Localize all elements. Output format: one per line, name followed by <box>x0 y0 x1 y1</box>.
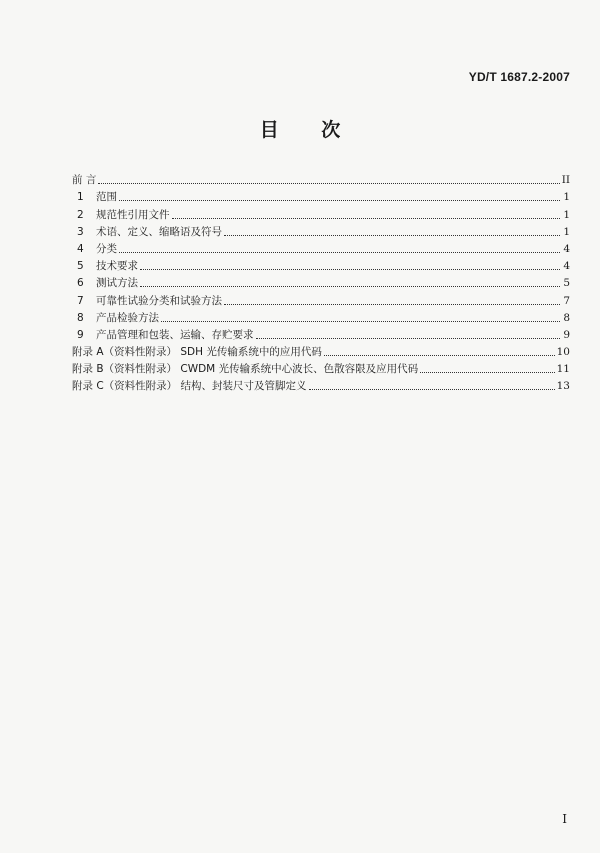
toc-entry-label: 附录 B（资料性附录） CWDM 光传输系统中心波长、色散容限及应用代码 <box>72 363 419 376</box>
dot-leader <box>161 321 560 322</box>
dot-leader <box>224 235 560 236</box>
toc-entry-label: 产品管理和包装、运输、存贮要求 <box>96 328 254 341</box>
toc-entry-7[interactable] <box>72 290 570 307</box>
toc-entry-page: 5 <box>563 277 570 290</box>
toc-entry-page: 1 <box>563 225 570 238</box>
dot-leader <box>119 252 560 253</box>
toc-entry-number: 1 <box>77 191 84 204</box>
toc-entry-number: 5 <box>77 260 84 273</box>
toc-entry-page: 11 <box>556 363 570 376</box>
toc-entry-annex-b[interactable] <box>72 359 570 376</box>
toc-entry-label: 附录 A（资料性附录） SDH 光传输系统中的应用代码 <box>72 346 322 359</box>
toc-entry-annex-c[interactable] <box>72 376 570 393</box>
toc-entry-page: 7 <box>563 294 570 307</box>
toc-entry-number: 2 <box>77 208 84 221</box>
toc-title: 目 次 <box>259 119 359 141</box>
toc-entry-label: 术语、定义、缩略语及符号 <box>96 225 222 238</box>
dot-leader <box>98 183 559 184</box>
toc-entry-annex-a[interactable] <box>72 342 570 359</box>
toc-entry-number: 7 <box>77 294 84 307</box>
toc-entry-label: 分类 <box>96 242 117 255</box>
toc-entry-2[interactable] <box>72 204 570 221</box>
dot-leader <box>140 286 560 287</box>
toc-entry-page: 10 <box>556 346 570 359</box>
toc-entry-number: 8 <box>77 311 84 324</box>
toc-entry-8[interactable] <box>72 308 570 325</box>
table-of-contents <box>72 170 570 393</box>
dot-leader <box>172 218 561 219</box>
toc-entry-9[interactable] <box>72 325 570 342</box>
toc-entry-1[interactable] <box>72 187 570 204</box>
toc-entry-number: 3 <box>77 225 84 238</box>
toc-entry-label: 规范性引用文件 <box>96 208 170 221</box>
toc-entry-4[interactable] <box>72 239 570 256</box>
dot-leader <box>224 304 560 305</box>
toc-entry-5[interactable] <box>72 256 570 273</box>
toc-entry-page: II <box>561 174 570 187</box>
toc-entry-number: 9 <box>77 328 84 341</box>
toc-entry-label: 前 言 <box>72 174 97 187</box>
toc-entry-label: 产品检验方法 <box>96 311 159 324</box>
toc-entry-label: 技术要求 <box>96 260 138 273</box>
dot-leader <box>309 389 555 390</box>
dot-leader <box>256 338 561 339</box>
toc-entry-page: 1 <box>563 208 570 221</box>
dot-leader <box>140 269 560 270</box>
toc-entry-number: 4 <box>77 242 84 255</box>
toc-entry-label: 范围 <box>96 191 117 204</box>
toc-entry-number: 6 <box>77 277 84 290</box>
toc-entry-page: 13 <box>556 380 570 393</box>
toc-entry-page: 9 <box>563 328 570 341</box>
toc-entry-page: 4 <box>563 260 570 273</box>
toc-entry-label: 可靠性试验分类和试验方法 <box>96 294 222 307</box>
toc-entry-label: 测试方法 <box>96 277 138 290</box>
page-number: I <box>562 812 567 826</box>
dot-leader <box>324 355 555 356</box>
toc-entry-page: 1 <box>563 191 570 204</box>
standard-code: YD/T 1687.2-2007 <box>468 70 570 84</box>
toc-entry-3[interactable] <box>72 222 570 239</box>
toc-entry-page: 8 <box>563 311 570 324</box>
toc-entry-6[interactable] <box>72 273 570 290</box>
toc-entry-label: 附录 C（资料性附录） 结构、封装尺寸及管脚定义 <box>72 380 307 393</box>
toc-entry-page: 4 <box>563 242 570 255</box>
dot-leader <box>119 200 560 201</box>
dot-leader <box>420 372 555 373</box>
toc-entry-preface[interactable] <box>72 170 570 187</box>
